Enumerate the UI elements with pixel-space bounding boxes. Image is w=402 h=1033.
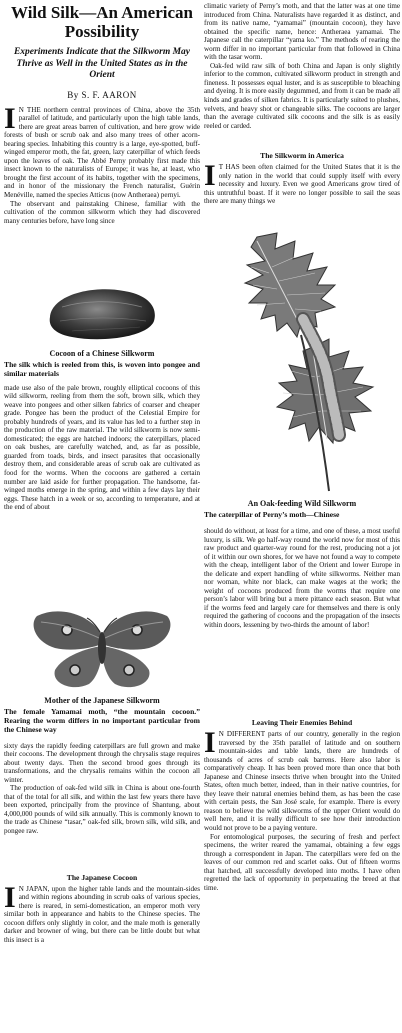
japanese-paragraph: N JAPAN, upon the higher table lands and the mountain-sides and within regions abounding in scrub oaks of various species, there is reared, in semi-domestication, an emperor moth very similar both in appearance and habits to the Chinese species. The cocoon differs only slightly in color, and the male moth is generally darker and browner of wing, but there can be little doubt but what this insect is a (4, 884, 200, 944)
intro-paragraph: N THE northern central provinces of China, above the 35th parallel of latitude, and particularly upon the high table lands, there are great areas barren of cultivation, and here grow wide forests of bush or scrub oak and also many trees of other acorn-bearing species. Inhabiting this country is a large, eye-spotted, buff-winged emperor moth, the fat, green, lazy caterpillar of which feeds upon the leaves of oak. The Abbé Perny probably first made this insect known to the naturalists of Europe; it was he, at least, who brought the first account of its habits, together with the specimens, and in honor of the missionary the French naturalist, Guérin Menéville, named the species Atticus (now Antheraea) pernyi. (4, 105, 200, 199)
col2-top-paragraph: climatic variety of Perny’s moth, and that the latter was at one time introduced from China. Naturalists have regarded it as distinct, and from its native name, “yamamai” (mountain cocoon), they have obtained the specific name, hence: Antheraea yamamai. The Japanese call the caterpillar “yama ko.” The methods of rearing the worm differ in no important particular from that followed in China with the tasar worm. (204, 2, 400, 62)
heading-leaving-enemies: Leaving Their Enemies Behind (251, 718, 353, 727)
left-column (4, 0, 200, 963)
america-paragraph: T HAS been often claimed for the United States that it is the only nation in the world that could supply itself with every necessity and luxury. Even we good Americans grow tired of this untruthful boast. If it were no longer possible to sail the seas there are many things we (204, 163, 400, 206)
cocoon-photo (42, 277, 162, 347)
col2-top-body (204, 2, 400, 148)
fig1-title: Cocoon of a Chinese Silkworm (49, 348, 155, 358)
fig3-title: An Oak-feeding Wild Silkworm (247, 499, 357, 508)
col1-middle-body (4, 384, 200, 598)
col1-mid-paragraph: made use also of the pale brown, roughly elliptical cocoons of this wild silkworm, reeling from them the soft, brown silk, which they weave into pongees and other silken fabrics of coarser and cheaper grade. Pongee has been the product of the Celestial Empire for probably hundreds of years, and its value has led to a further step in the production of the raw material. The wild silkworm is now semi-domesticated; the eggs are hatched indoors; the caterpillars, placed on oak bushes, are carefully watched, and, as far as possible, guarded from toads, birds, and insect parasites that occasionally destroy them, and considerable areas of scrub oak are cultivated as food for the worms. When the cocoons are gathered a certain number are laid aside for further propagation. The handsome, fat-winged moths emerge in the spring, and within a few days lay their eggs. These hatch in a week or so, according to temperature, and at the end of about (4, 383, 200, 512)
yamamai-moth-photo (27, 604, 177, 694)
col2-top-paragraph-2: Oak-fed wild raw silk of both China and Japan is only slightly inferior to the common, cultivated silkworm product in strength and fineness. It possesses equal luster, and is as susceptible to bleaching and dyeing. It is more easily degummed, and from it can be made all kinds and grades of silken fabrics. It is particularly suited to plushes, velvets, and heavy shot or changeable silks. The cocoons are larger than the average cultivated silk cocoons and the silk is as easily reeled or carded. (204, 61, 400, 130)
fig2-caption: The female Yamamai moth, “the mountain cocoon.” Rearing the worm differs in no important particular from the Chinese way (4, 706, 200, 734)
japanese-dropcap: I (4, 884, 16, 914)
intro-body (4, 106, 200, 277)
col1-bottom-paragraph-2: The production of oak-fed wild silk in China is about one-fourth that of the total for all silk, and within the last few years there have been exported, principally from the province of Shantung, about 4,000,000 pounds of wild silk annually. This is commonly known to the trade as Chinese “tasar,” oak-fed silk, brown silk, wild silk, and pongee raw. (4, 784, 200, 835)
america-dropcap: I (204, 163, 216, 192)
japanese-body (4, 885, 200, 963)
enemies-paragraph: N DIFFERENT parts of our country, generally in the region traversed by the 35th parallel of latitude and on southern mountain-sides and table lands, there are hundreds of thousands of acres of scrub oak barrens. Here also labor is comparatively cheap. It has been proved more than once that both Japanese and Chinese insects thrive when brought into the United States, often much better, indeed, than in their native countries, for they leave their natural enemies behind them, as has been the case with certain pests, the San José scale, for example. There is every reason to believe the wild silkworms of the upper Orient would do well here, and it is really difficult to see how their introduction would not prove to be a paying venture. (204, 730, 400, 833)
col1-bottom-body (4, 742, 200, 870)
intro-paragraph-2: The observant and painstaking Chinese, familiar with the cultivation of the common silkworm which they had discovered many centuries before, have long since (4, 199, 200, 225)
enemies-body (204, 730, 400, 1006)
heading-silkworm-america: The Silkworm in America (260, 151, 344, 160)
right-column (204, 0, 400, 1006)
oak-caterpillar-photo (217, 227, 387, 497)
col2-mid-paragraph: should do without, at least for a time, and one of these, a most useful luxury, is silk. We go half-way round the world now for most of this raw product and quarter-way round for the rest, producing not a jot of it within our own shores, for we have not found a way to compete with the cheap, intelligent labor of the Orient and lower Europe in the delicate and expert handling of white silkworms. Neither man nor woman, white nor black, can make wages at the work; the weight of cocoons produced from the worms that require one person’s labor will bring but a mere pittance each season. But what if the worms feed and largely care for themselves and there is only required the gathering of cocoons and the propagation of the insects within doors, lessening by two-thirds the amount of labor! (204, 527, 400, 630)
enemies-dropcap: I (204, 730, 216, 759)
enemies-paragraph-2: For entomological purposes, the securing of fresh and perfect specimens, the writer reared the yamamai, obtaining a few eggs through a correspondent in Japan. The caterpillars were fed on the leaves of our common red and scarlet oaks. Out of fifteen worms that hatched, all successfully developed into moths. I have often regretted the lack of opportunity in perpetuating the breed at that time. (204, 832, 400, 892)
article-subtitle: Experiments Indicate that the Silkworm May Thrive as Well in the United States as in the Orient (13, 47, 191, 80)
fig1-caption: The silk which is reeled from this, is woven into pongee and similar materials (4, 359, 200, 378)
heading-japanese-cocoon: The Japanese Cocoon (66, 872, 138, 882)
fig3-caption: The caterpillar of Perny’s moth—Chinese (204, 510, 340, 519)
col1-bottom-paragraph: sixty days the rapidly feeding caterpillars are full grown and make their cocoons. The development through the chrysalis stage requires about twenty days. Then the second brood goes through its transformations, and the chrysalis remains within the cocoon all winter. (4, 741, 200, 784)
col2-mid-body (204, 527, 400, 715)
america-body (204, 163, 400, 223)
intro-dropcap: I (4, 105, 16, 135)
fig2-title: Mother of the Japanese Silkworm (44, 695, 160, 705)
article-title: Wild Silk—An American Possibility (11, 3, 193, 41)
article-byline: By S. F. AARON (67, 89, 137, 100)
